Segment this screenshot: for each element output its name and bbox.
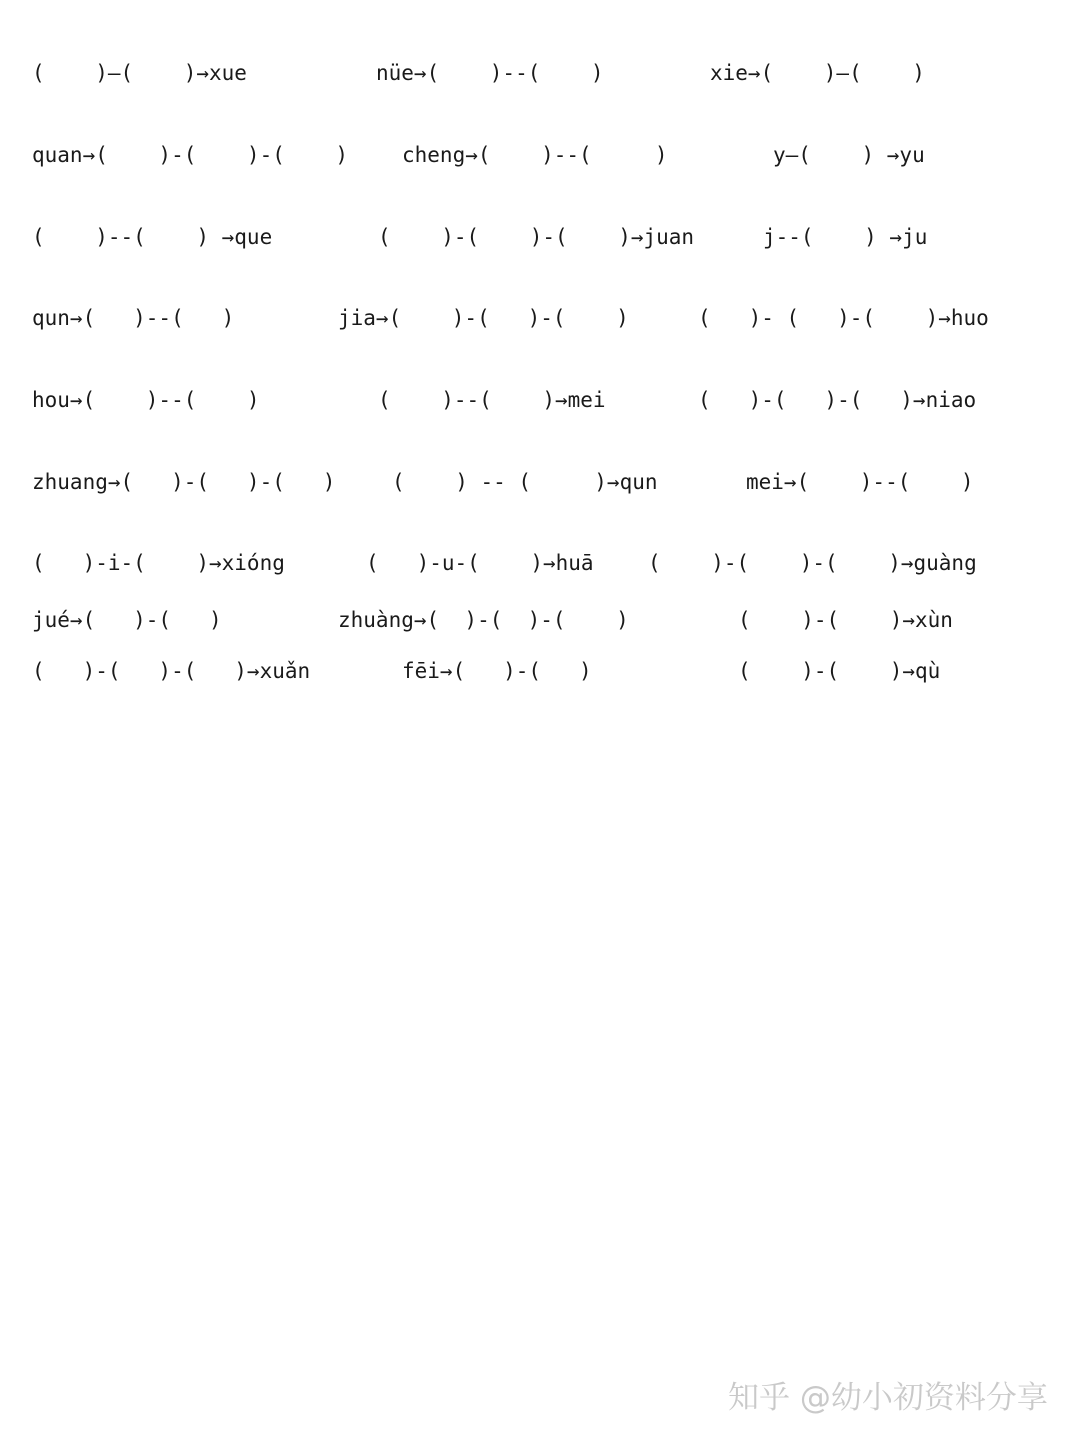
exercise-item: y—( ) →yu xyxy=(773,143,925,167)
exercise-row-3 xyxy=(0,217,1080,257)
exercise-item: ( )-( )→xùn xyxy=(738,608,953,632)
exercise-row-7 xyxy=(0,543,1080,583)
exercise-item: hou→( )--( ) xyxy=(32,388,260,412)
exercise-item: ( )-( )-( )→guàng xyxy=(648,551,977,575)
exercise-item: ( )--( ) →que xyxy=(32,225,273,249)
exercise-item: fēi→( )-( ) xyxy=(402,659,592,683)
exercise-item: mei→( )--( ) xyxy=(746,470,974,494)
exercise-item: ( )-( )-( )→juan xyxy=(378,225,695,249)
exercise-item: ( )-( )-( )→niao xyxy=(698,388,977,412)
exercise-item: ( )- ( )-( )→huo xyxy=(698,306,989,330)
exercise-item: ( )--( )→mei xyxy=(378,388,606,412)
exercise-row-8 xyxy=(0,600,1080,640)
exercise-item: qun→( )--( ) xyxy=(32,306,235,330)
exercise-row-6 xyxy=(0,462,1080,502)
exercise-item: cheng→( )--( ) xyxy=(402,143,668,167)
exercise-item: ( )-u-( )→huā xyxy=(366,551,594,575)
exercise-item: nüe→( )--( ) xyxy=(376,61,604,85)
exercise-item: zhuang→( )-( )-( ) xyxy=(32,470,336,494)
exercise-item: ( ) -- ( )→qun xyxy=(392,470,658,494)
exercise-item: ( )-( )→qù xyxy=(738,659,941,683)
exercise-item: ( )-i-( )→xióng xyxy=(32,551,285,575)
exercise-item: ( )—( )→xue xyxy=(32,61,247,85)
exercise-item: ( )-( )-( )→xuǎn xyxy=(32,659,311,683)
exercise-row-5 xyxy=(0,380,1080,420)
exercise-item: xie→( )—( ) xyxy=(710,61,925,85)
exercise-row-1 xyxy=(0,53,1080,93)
exercise-item: quan→( )-( )-( ) xyxy=(32,143,349,167)
exercise-row-2 xyxy=(0,135,1080,175)
exercise-item: jia→( )-( )-( ) xyxy=(338,306,629,330)
exercise-item: zhuàng→( )-( )-( ) xyxy=(338,608,629,632)
exercise-row-4 xyxy=(0,298,1080,338)
exercise-item: j--( ) →ju xyxy=(763,225,928,249)
exercise-row-9 xyxy=(0,651,1080,691)
watermark: 知乎 @幼小初资料分享 xyxy=(728,1380,1048,1416)
exercise-item: jué→( )-( ) xyxy=(32,608,222,632)
